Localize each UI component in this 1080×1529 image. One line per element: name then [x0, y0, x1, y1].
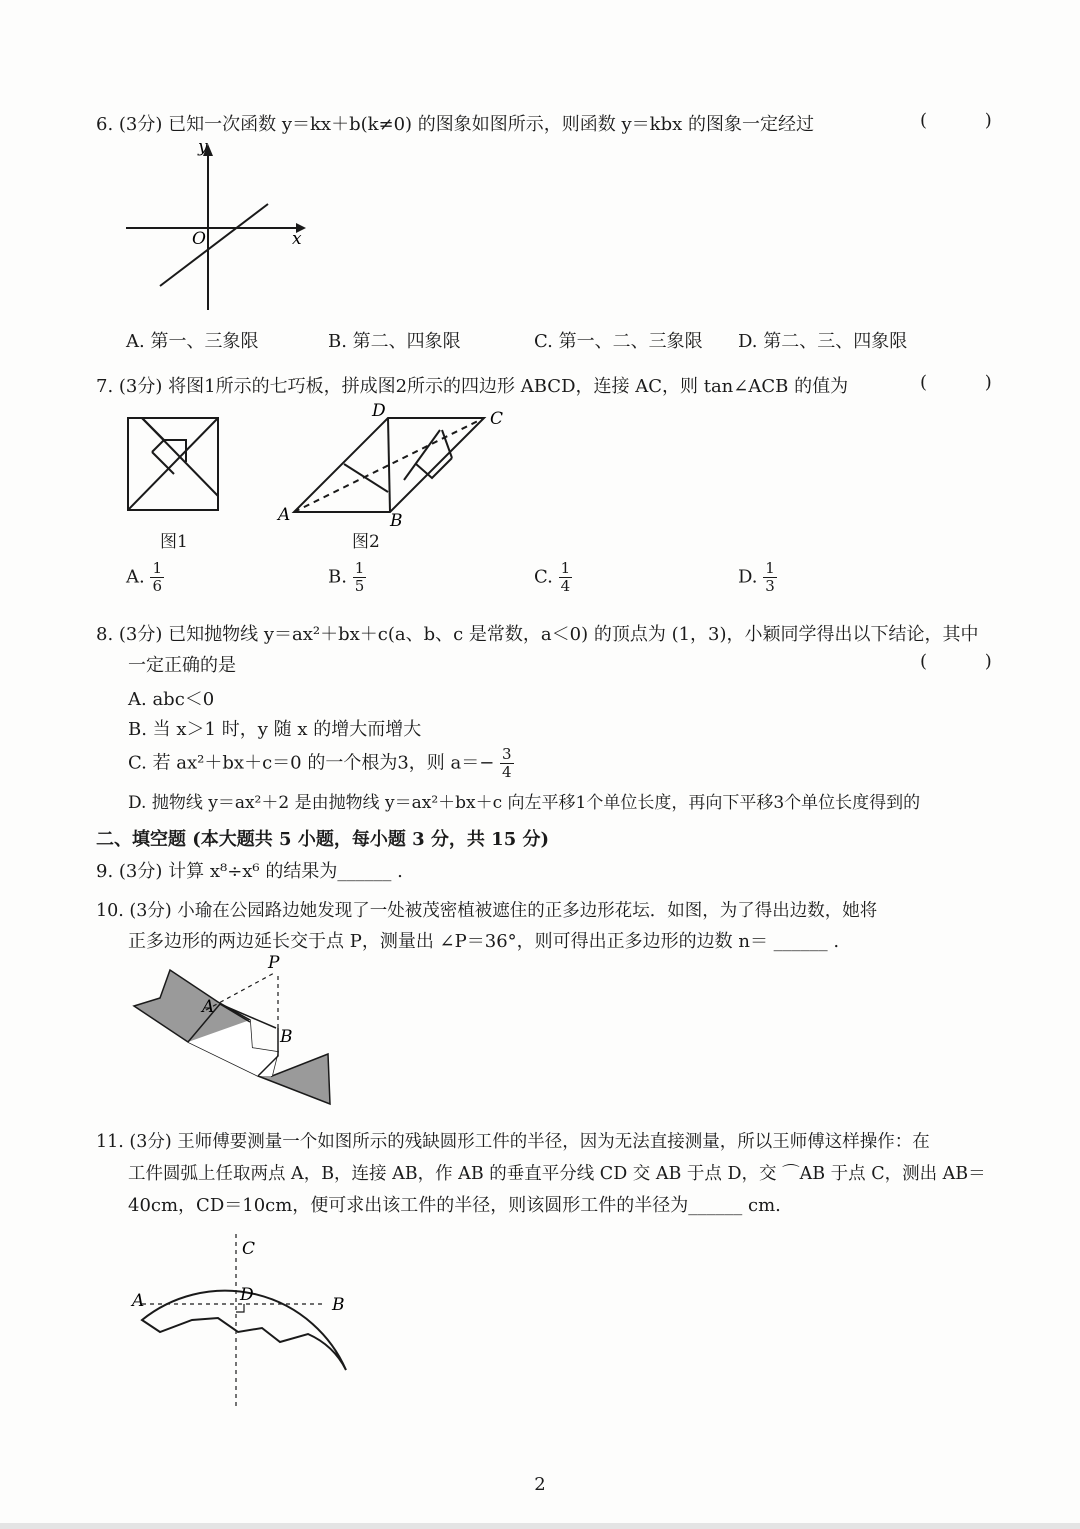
q7-figure-2-quadrilateral [276, 400, 516, 530]
q10-stem-line-2: 正多边形的两边延长交于点 P，测量出 ∠P＝36°，则可得出正多边形的边数 n＝ ______ . [128, 931, 840, 952]
q6-origin-label: O [192, 229, 206, 249]
q7-option-c [534, 560, 572, 595]
q11-label-c: C [242, 1239, 256, 1259]
q8-option-c-fraction: $\frac{3}{4}$ [502, 745, 512, 781]
q7-option-c-fraction: $\frac{1}{4}$ [560, 559, 571, 595]
q11-stem-line-3: 40cm，CD＝10cm，便可求出该工件的半径，则该圆形工件的半径为______ cm. [128, 1195, 781, 1216]
q8-option-c [128, 746, 514, 781]
q11-label-a: A [132, 1291, 145, 1311]
q7-label-a: A [278, 505, 291, 525]
q6-stem: 6. (3分) 已知一次函数 y＝kx＋b(k≠0) 的图象如图所示，则函数 y＝kbx 的图象一定经过 [96, 114, 814, 135]
q6-option-d: D. 第二、三、四象限 [738, 331, 908, 352]
q7-option-a-fraction: $\frac{1}{6}$ [152, 559, 163, 595]
q7-stem: 7. (3分) 将图1所示的七巧板，拼成图2所示的四边形 ABCD，连接 AC，则 tan∠ACB 的值为 [96, 376, 849, 397]
q10-polygon-flowerbed-figure [128, 952, 348, 1112]
q8-answer-paren: ( ) [920, 651, 1018, 672]
q6-y-label: y [198, 138, 208, 157]
q10-label-p: P [268, 953, 280, 973]
q7-option-d [738, 560, 777, 595]
q11-broken-circle-workpiece-figure [130, 1230, 370, 1410]
q7-option-d-fraction: $\frac{1}{3}$ [765, 559, 775, 595]
q7-option-b [328, 560, 366, 595]
q7-option-d-letter: D. [738, 566, 758, 588]
q10-stem-line-1: 10. (3分) 小瑜在公园路边她发现了一处被茂密植被遮住的正多边形花坛．如图，为了得出边数，她将 [96, 901, 878, 921]
q6-x-label: x [292, 229, 302, 249]
q11-stem-line-1: 11. (3分) 王师傅要测量一个如图所示的残缺圆形工件的半径，因为无法直接测量，所以王师傅这样操作：在 [96, 1132, 930, 1152]
q6-option-a: A. 第一、三象限 [126, 331, 259, 352]
q7-answer-paren: ( ) [920, 372, 1018, 393]
q8-option-a: A. abc＜0 [128, 689, 215, 710]
q8-option-b: B. 当 x＞1 时，y 随 x 的增大而增大 [128, 719, 422, 740]
q7-option-a-letter: A. [126, 566, 145, 588]
q11-label-b: B [332, 1295, 345, 1315]
q7-option-c-letter: C. [534, 566, 553, 588]
section-2-heading: 二、填空题 (本大题共 5 小题，每小题 3 分，共 15 分) [96, 829, 549, 850]
q7-option-b-letter: B. [328, 566, 347, 588]
q7-label-b: B [390, 511, 403, 530]
q7-option-a [126, 560, 164, 595]
q6-option-c: C. 第一、二、三象限 [534, 331, 703, 352]
q6-option-b: B. 第二、四象限 [328, 331, 461, 352]
page-bottom-edge [0, 1523, 1080, 1529]
q7-option-b-fraction: $\frac{1}{5}$ [354, 559, 365, 595]
q8-stem-line-1: 8. (3分) 已知抛物线 y＝ax²＋bx＋c(a、b、c 是常数，a＜0) 的顶点为 (1，3)，小颖同学得出以下结论，其中 [96, 624, 979, 645]
q7-label-c: C [490, 409, 504, 429]
q9-stem: 9. (3分) 计算 x⁸÷x⁶ 的结果为______ . [96, 861, 403, 882]
q6-answer-paren: ( ) [920, 110, 1018, 131]
q7-figure-1-tangram [126, 416, 222, 512]
page-number: 2 [534, 1474, 546, 1495]
q6-graph [120, 138, 320, 318]
q11-label-d: D [240, 1285, 254, 1305]
q7-figure-1-caption: 图1 [160, 532, 188, 552]
q8-option-c-text: C. 若 ax²＋bx＋c＝0 的一个根为3，则 a＝− [128, 752, 495, 774]
q8-option-d: D. 抛物线 y＝ax²＋2 是由抛物线 y＝ax²＋bx＋c 向左平移1个单位长度，再向下平移3个单位长度得到的 [128, 793, 921, 813]
q11-stem-line-2: 工件圆弧上任取两点 A，B，连接 AB，作 AB 的垂直平分线 CD 交 AB 于点 D，交 ⌒AB 于点 C，测出 AB＝ [128, 1164, 986, 1184]
q10-label-b: B [280, 1027, 293, 1047]
q7-label-d: D [372, 401, 386, 421]
q7-figure-2-caption: 图2 [352, 532, 380, 552]
q10-label-a: A [202, 997, 215, 1017]
q8-stem-line-2: 一定正确的是 [128, 655, 236, 676]
